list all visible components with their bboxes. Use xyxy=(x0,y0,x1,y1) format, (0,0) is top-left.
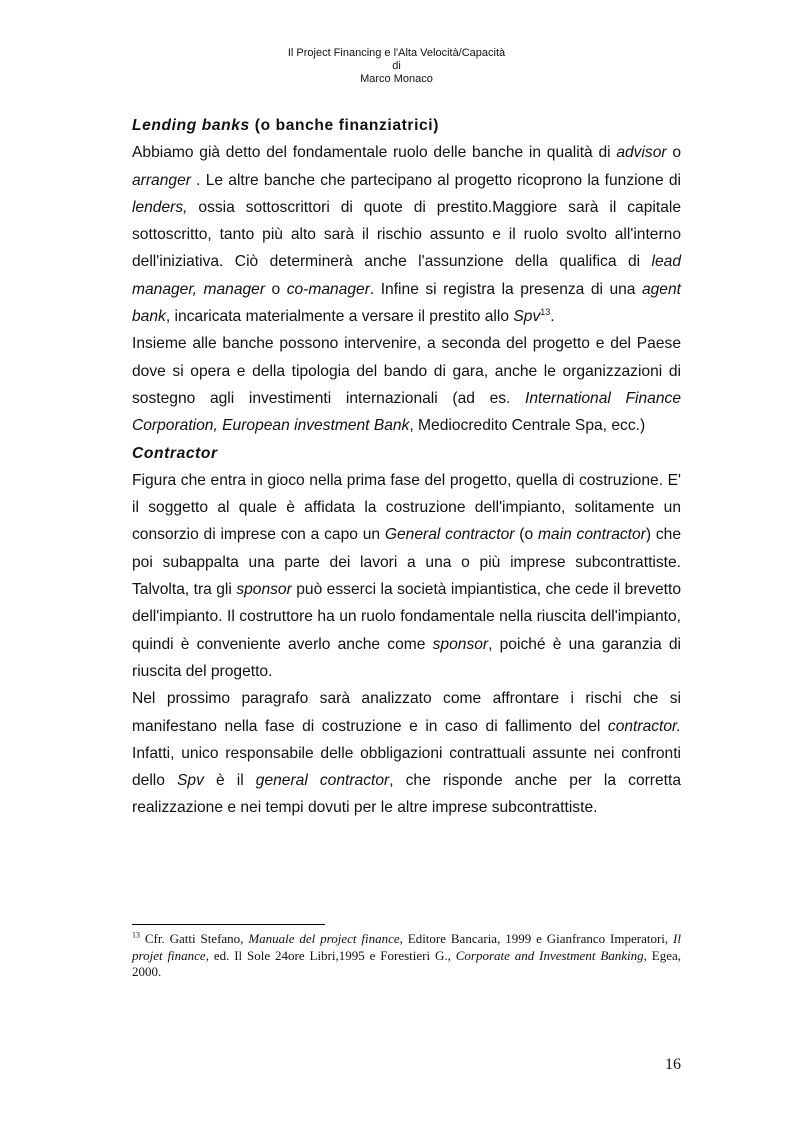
text-run: Insieme alle banche possono intervenire, a seconda del progetto e del Paese dove si opera e della tipologia del bando di gara, anche le organizzazioni di sostegno agli investimenti internazionali (ad es. xyxy=(132,335,681,407)
heading-italic: Contractor xyxy=(132,444,218,462)
italic-run: contractor. xyxy=(607,717,681,735)
paragraph xyxy=(132,467,681,685)
text-run: Figura che entra in gioco nella prima fase del progetto, quella di costruzione. E' il soggetto al quale è affidata la costruzione dell'impianto, solitamente un consorzio di imprese con a capo un xyxy=(132,471,681,544)
italic-run: Spv xyxy=(513,308,541,326)
text-run: ossia sottoscrittori di quote di prestito.Maggiore sarà il capitale sottoscritto, tanto più alto sarà il rischio assunto e il ruolo svolto all'interno dell'iniziativa. Ciò determinerà anche l'assunzione della qualifica di xyxy=(132,198,681,271)
text-run: , Editore Bancaria, 1999 e Gianfranco Imperatori, xyxy=(399,931,674,946)
text-run: o xyxy=(265,280,287,298)
heading-italic: Lending banks xyxy=(132,117,250,134)
italic-run: General contractor xyxy=(384,526,515,544)
paragraph xyxy=(132,685,681,821)
text-run: Infatti, unico responsabile delle obbligazioni contrattuali assunte nei confronti dello xyxy=(132,744,681,790)
running-header xyxy=(0,47,793,86)
page-number: 16 xyxy=(665,1056,681,1073)
section-heading-contractor xyxy=(132,440,681,467)
paragraph xyxy=(132,330,681,439)
italic-run: main contractor xyxy=(537,526,646,544)
footnote-ref[interactable]: 13 xyxy=(540,306,551,317)
text-run: può esserci la società impiantistica, che cede il brevetto dell'impianto. Il costruttore ha un ruolo fondamentale nella riuscita dell'impianto, quindi è conveniente averlo anche come xyxy=(132,581,681,653)
text-run: . xyxy=(550,308,555,326)
heading-rest: (o banche finanziatrici) xyxy=(249,117,439,134)
text-run: , poiché è una garanzia di riuscita del progetto. xyxy=(132,635,681,680)
italic-run: arranger xyxy=(132,171,191,189)
italic-run: agent bank xyxy=(132,280,681,326)
italic-run: general contractor xyxy=(255,772,390,790)
footnote xyxy=(132,931,681,981)
page-body xyxy=(132,112,681,822)
text-run: Nel prossimo paragrafo sarà analizzato come affrontare i rischi che si manifestano nella fase di costruzione e in caso di fallimento del xyxy=(132,690,681,735)
footnote-number: 13 xyxy=(132,930,140,940)
italic-run: co-manager xyxy=(286,280,370,298)
header-title: Il Project Financing e l'Alta Velocità/Capacità xyxy=(287,47,506,59)
italic-run: International Finance Corporation, European investment Bank xyxy=(132,389,681,435)
footnote-divider xyxy=(132,924,325,925)
text-run: . Le altre banche che partecipano al progetto ricoprono la funzione di xyxy=(190,171,681,189)
italic-run: advisor xyxy=(616,144,667,162)
italic-run: lenders, xyxy=(132,198,188,216)
text-run: . Infine si registra la presenza di una xyxy=(369,280,642,298)
italic-run: Spv xyxy=(177,772,204,790)
italic-run: lead manager, manager xyxy=(132,253,681,298)
text-run: ) che poi subappalta una parte dei lavori a una o più imprese subcontrattiste. Talvolta, tra gli xyxy=(132,526,682,599)
text-run: , ed. Il Sole 24ore Libri,1995 e Forestieri G., xyxy=(205,947,456,963)
italic-run: sponsor xyxy=(236,581,292,599)
text-run: (o xyxy=(514,526,538,544)
italic-run: Manuale del project finance xyxy=(248,931,400,946)
text-run: , Egea, 2000. xyxy=(132,947,681,979)
text-run: , che risponde anche per la corretta realizzazione e nei tempi dovuti per le altre imprese subcontrattiste. xyxy=(132,772,682,817)
header-di: di xyxy=(392,60,401,72)
italic-run: Corporate and Investment Banking xyxy=(455,947,644,963)
text-run: Cfr. Gatti Stefano, xyxy=(140,931,249,946)
text-run: Abbiamo già detto del fondamentale ruolo delle banche in qualità di xyxy=(132,144,617,162)
italic-run: Il projet finance xyxy=(132,931,681,963)
text-run: è il xyxy=(203,772,256,790)
italic-run: sponsor xyxy=(432,635,489,653)
header-author: Marco Monaco xyxy=(360,73,433,85)
text-run: o xyxy=(666,144,681,162)
paragraph xyxy=(132,139,681,330)
section-heading-lending-banks xyxy=(132,112,681,139)
text-run: , incaricata materialmente a versare il prestito allo xyxy=(165,308,514,326)
text-run: , Mediocredito Centrale Spa, ecc.) xyxy=(409,417,646,435)
